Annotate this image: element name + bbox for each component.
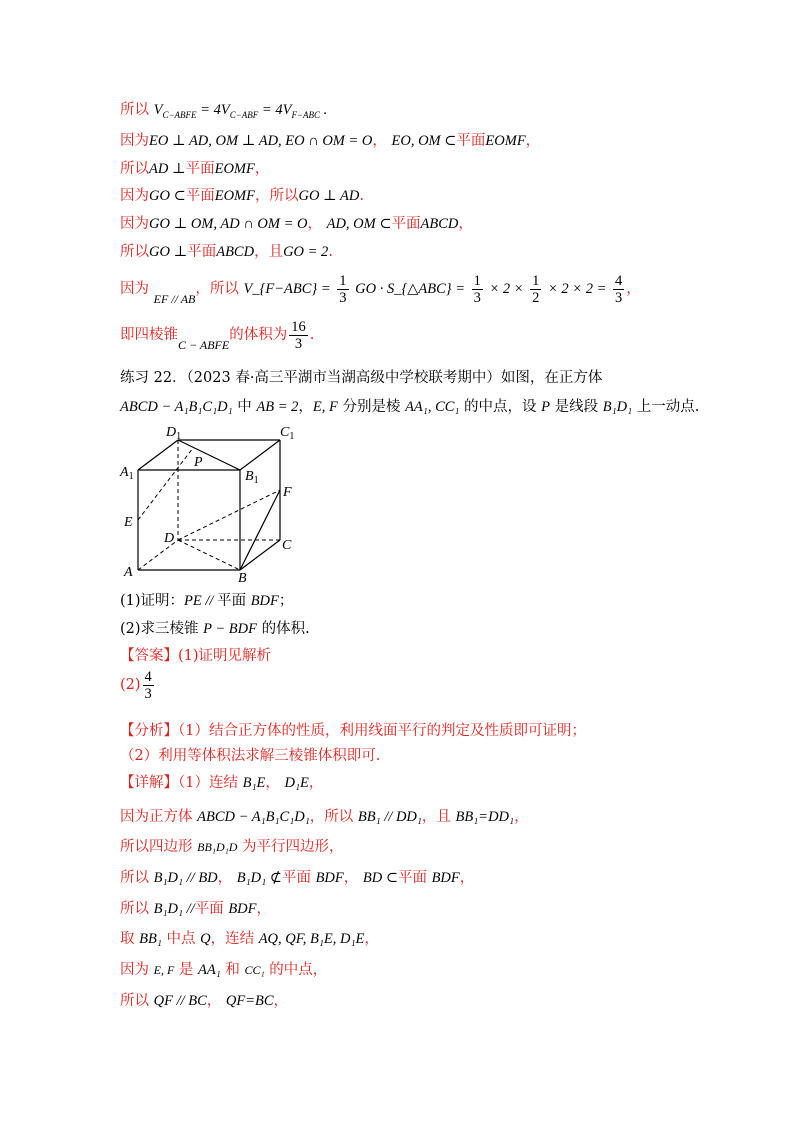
solution-line-4 bbox=[120, 186, 364, 206]
analysis-line-1: 【分析】（1）结合正方体的性质，利用线面平行的判定及性质即可证明； bbox=[120, 723, 586, 739]
formula: × 2 × 2 = bbox=[548, 281, 607, 297]
text-red: . bbox=[328, 244, 333, 260]
cube-figure bbox=[118, 418, 308, 588]
formula: EOMF bbox=[485, 133, 526, 149]
text-red: ，所以 bbox=[195, 281, 239, 297]
solution-line-8 bbox=[120, 318, 314, 362]
text-red: 平面 bbox=[185, 161, 215, 177]
text-red: ， bbox=[254, 161, 270, 177]
text-red: 所以 bbox=[120, 244, 149, 260]
detail-line-4: 所以 B₁D₁ // BD， B₁D₁ ⊄平面 BDF， BD ⊂平面 BDF， bbox=[120, 870, 475, 886]
solution-line-2 bbox=[120, 131, 540, 151]
formula: GO ⊥ AD bbox=[298, 188, 360, 204]
answer-line-1: 【答案】(1)证明见解析 bbox=[120, 648, 272, 664]
text-red: . bbox=[309, 327, 315, 343]
label-C: C bbox=[282, 538, 292, 553]
text-red: 因为 bbox=[120, 216, 149, 232]
text-red: 平面 bbox=[187, 244, 217, 260]
formula: EO, OM ⊂ bbox=[391, 133, 457, 149]
formula: × 2 × bbox=[489, 281, 524, 297]
answer-line-2: (2) $\frac{4}{3}$ bbox=[120, 668, 152, 702]
label-P: P bbox=[194, 455, 203, 470]
formula: GO = 2 bbox=[283, 244, 329, 260]
detail-line-1: 【详解】（1）连结 B₁E， D₁E， bbox=[120, 775, 324, 791]
label-F: F bbox=[283, 485, 292, 500]
fraction: $\frac{1}{3}$ bbox=[339, 272, 347, 306]
text-red: 所以 bbox=[120, 102, 149, 118]
label-D1: $D_1$ bbox=[166, 425, 182, 442]
fraction: $\frac{4}{3}$ bbox=[614, 272, 623, 306]
question-2: (2)求三棱锥 P − BDF 的体积. bbox=[120, 621, 310, 637]
text-red: ， bbox=[525, 133, 541, 149]
text-red: 因为 bbox=[120, 281, 149, 297]
formula: EOMF bbox=[214, 161, 255, 177]
fraction: $\frac{16}{3}$ bbox=[291, 318, 306, 352]
formula: V_{F−ABC} = bbox=[243, 281, 331, 297]
text-red: ， bbox=[458, 216, 473, 232]
solution-line-1 bbox=[120, 100, 327, 125]
label-E: E bbox=[124, 515, 133, 530]
formula: AD, OM ⊂ bbox=[326, 216, 392, 232]
label-B: B bbox=[238, 571, 247, 586]
text-red: 平面 bbox=[185, 188, 215, 204]
label-C1: $C_1$ bbox=[280, 425, 295, 442]
formula: ABCD bbox=[216, 244, 255, 260]
label-B1: $B_1$ bbox=[245, 469, 259, 486]
text-red: 因为 bbox=[120, 188, 149, 204]
detail-line-5: 所以 B₁D₁ //平面 BDF， bbox=[120, 901, 271, 917]
detail-line-2: 因为正方体 ABCD − A₁B₁C₁D₁，所以 BB₁ // DD₁，且 BB₁=DD₁， bbox=[120, 809, 529, 825]
text-red: 所以 bbox=[120, 161, 149, 177]
formula: AD ⊥ bbox=[149, 161, 186, 177]
text-red: ， bbox=[307, 216, 322, 232]
text-red: 即四棱锥 bbox=[120, 327, 178, 343]
formula-volume-relation: $V_{C-ABFE} = 4V_{C-ABF} = 4V_{F-ABC}$ . bbox=[153, 102, 328, 120]
fraction: $\frac{4}{3}$ bbox=[144, 668, 152, 702]
formula: EOMF bbox=[214, 188, 255, 204]
text-red: 平面 bbox=[456, 133, 486, 149]
formula: EF // AB bbox=[153, 292, 196, 306]
detail-line-7: 因为 E, F 是 AA₁ 和 CC₁ 的中点， bbox=[120, 962, 328, 978]
text-red: ，所以 bbox=[254, 188, 299, 204]
text-red: . bbox=[359, 188, 364, 204]
answer-tag: 【答案】 bbox=[120, 648, 178, 664]
solution-line-3 bbox=[120, 159, 269, 179]
fraction: $\frac{1}{3}$ bbox=[473, 272, 481, 306]
detail-line-6: 取 BB₁ 中点 Q，连结 AQ, QF, B₁E, D₁E， bbox=[120, 931, 379, 947]
text-red: ， bbox=[372, 133, 387, 149]
label-A1: $A_1$ bbox=[120, 465, 134, 482]
analysis-line-2: （2）利用等体积法求解三棱锥体积即可. bbox=[120, 748, 381, 764]
formula: GO ⊥ bbox=[149, 244, 188, 260]
text-red: ，且 bbox=[254, 244, 284, 260]
detail-line-8: 所以 QF // BC， QF=BC， bbox=[120, 993, 289, 1009]
text-red: 平面 bbox=[391, 216, 421, 232]
label-A: A bbox=[124, 565, 133, 580]
formula: GO ⊂ bbox=[149, 188, 186, 204]
detail-line-3: 所以四边形 BB₁D₁D 为平行四边形， bbox=[120, 839, 344, 855]
formula: ABCD bbox=[420, 216, 459, 232]
label-D: D bbox=[164, 531, 175, 546]
solution-line-6 bbox=[120, 242, 333, 262]
text-red: ， bbox=[626, 281, 641, 297]
formula: GO ⊥ OM, AD ∩ OM = O bbox=[149, 216, 308, 232]
solution-line-5 bbox=[120, 214, 473, 234]
problem-line-2: ABCD − A₁B₁C₁D₁ 中 AB = 2，E, F 分别是棱 AA₁, CC₁ 的中点，设 P 是线段 B₁D₁ 上一动点. bbox=[120, 399, 700, 415]
text-red: 的体积为 bbox=[229, 327, 288, 343]
text-red: 因为 bbox=[120, 133, 149, 149]
formula: GO · S_{△ABC} = bbox=[355, 281, 465, 297]
detail-tag: 【详解】 bbox=[120, 775, 178, 791]
formula: EO ⊥ AD, OM ⊥ AD, EO ∩ OM = O bbox=[149, 133, 373, 149]
problem-heading: 练习 22．（2023 春·高三平湖市当湖高级中学校联考期中）如图，在正方体 bbox=[120, 370, 603, 386]
formula: C − ABFE bbox=[178, 338, 230, 352]
analysis-tag: 【分析】 bbox=[120, 723, 178, 739]
fraction: $\frac{1}{2}$ bbox=[532, 272, 540, 306]
question-1: (1)证明：PE // 平面 BDF； bbox=[120, 593, 294, 609]
solution-line-7 bbox=[120, 272, 641, 316]
